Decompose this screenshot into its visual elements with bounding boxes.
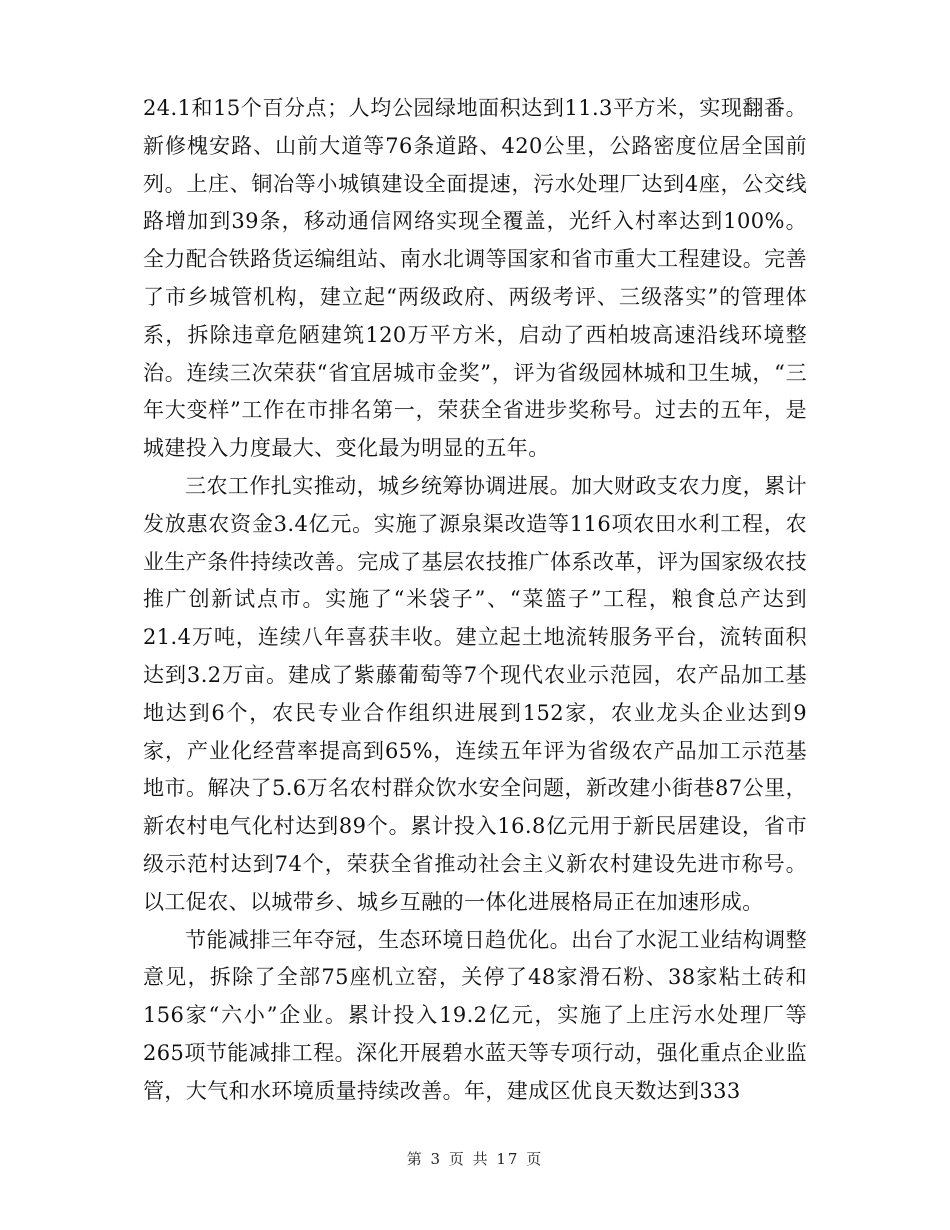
page-number-footer: 第 3 页 共 17 页 — [406, 1150, 544, 1168]
paragraph-urban-construction: 24.1和15个百分点；人均公园绿地面积达到11.3平方米，实现翻番。新修槐安路、山前大道等76条道路、420公里，公路密度位居全国前列。上庄、铜冶等小城镇建设全面提速，污水处理厂达到4座，公交线路增加到39条，移动通信网络实现全覆盖，光纤入村率达到100%。全力配合铁路货运编组站、南水北调等国家和省市重大工程建设。完善了市乡城管机构，建立起“两级政府、两级考评、三级落实”的管理体系，拆除违章危陋建筑120万平方米，启动了西柏坡高速沿线环境整治。连续三次荣获“省宜居城市金奖”，评为省级园林城和卫生城，“三年大变样”工作在市排名第一，荣获全省进步奖称号。过去的五年，是城建投入力度最大、变化最为明显的五年。 — [143, 96, 807, 461]
document-body — [143, 90, 807, 1111]
paragraph-agriculture: 三农工作扎实推动，城乡统筹协调进展。加大财政支农力度，累计发放惠农资金3.4亿元。实施了源泉渠改造等116项农田水利工程，农业生产条件持续改善。完成了基层农技推广体系改革，评为国家级农技推广创新试点市。实施了“米袋子”、“菜篮子”工程，粮食总产达到21.4万吨，连续八年喜获丰收。建立起土地流转服务平台，流转面积达到3.2万亩。建成了紫藤葡萄等7个现代农业示范园，农产品加工基地达到6个，农民专业合作组织进展到152家，农业龙头企业达到9家，产业化经营率提高到65%，连续五年评为省级农产品加工示范基地市。解决了5.6万名农村群众饮水安全问题，新改建小街巷87公里，新农村电气化村达到89个。累计投入16.8亿元用于新民居建设，省市级示范村达到74个，荣获全省推动社会主义新农村建设先进市称号。以工促农、以城带乡、城乡互融的一体化进展格局正在加速形成。 — [143, 473, 807, 914]
paragraph-energy-saving: 节能减排三年夺冠，生态环境日趋优化。出台了水泥工业结构调整意见，拆除了全部75座机立窑，关停了48家滑石粉、38家粘土砖和156家“六小”企业。累计投入19.2亿元，实施了上庄污水处理厂等265项节能减排工程。深化开展碧水蓝天等专项行动，强化重点企业监管，大气和水环境质量持续改善。年，建成区优良天数达到333 — [143, 927, 807, 1103]
